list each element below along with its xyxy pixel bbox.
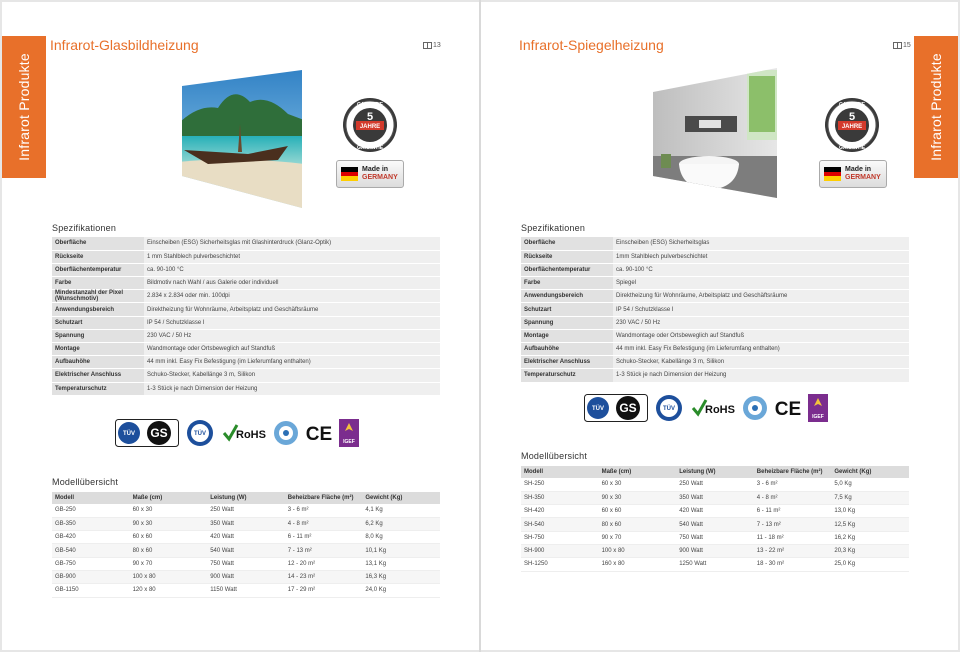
spec-row [521,369,909,382]
model-cell: GB-540 [52,544,130,557]
model-cell: 250 Watt [207,504,285,517]
model-column-header: Beheizbare Fläche (m²) [754,466,832,478]
spec-key: Aufbauhöhe [521,343,613,356]
rohs-text: RoHS [705,404,735,416]
book-icon [893,42,902,49]
model-cell: 7 - 13 m² [754,518,832,531]
spec-value: IP 54 / Schutzklasse I [144,316,440,329]
models-table [521,466,909,572]
page-title: Infrarot-Glasbildheizung [50,37,199,53]
section-tab [2,36,46,178]
seal-top-text: GARANTIE [838,102,866,108]
spec-row [521,303,909,316]
spec-key: Rückseite [52,250,144,263]
model-cell: 90 x 70 [599,531,677,544]
gs-text: GS [150,426,168,440]
model-cell: 3 - 6 m² [754,478,832,491]
certification-logos [584,394,828,422]
model-cell: 540 Watt [676,518,754,531]
spec-row [521,250,909,263]
spec-key: Temperaturschutz [521,369,613,382]
tuv-gs-logo [115,419,179,447]
model-cell: SH-420 [521,505,599,518]
spec-table [52,237,440,396]
germany-text: GERMANY [845,174,881,181]
model-cell: 60 x 30 [599,478,677,491]
table-row [521,544,909,557]
model-cell: GB-420 [52,531,130,544]
spec-value: 1 mm Stahlblech pulverbeschichtet [144,250,440,263]
model-cell: GB-1150 [52,584,130,597]
spec-key: Schutzart [52,316,144,329]
tuv-gs-logo [584,394,648,422]
model-cell: SH-900 [521,544,599,557]
models-heading: Modellübersicht [521,451,588,461]
model-column-header: Modell [521,466,599,478]
models-heading: Modellübersicht [52,477,119,487]
spec-row [521,277,909,290]
made-in-germany-badge [336,160,404,188]
spec-row [52,277,440,290]
spec-key: Anwendungsbereich [521,290,613,303]
spec-key: Aufbauhöhe [52,356,144,369]
seal-number: 5 [848,111,856,123]
model-cell: 60 x 60 [130,531,208,544]
quality-seal-logo [273,419,299,447]
book-icon [423,42,432,49]
ce-logo [774,394,802,422]
spec-row [521,329,909,342]
ce-logo [305,419,333,447]
spec-value: Spiegel [613,277,909,290]
model-column-header: Gewicht (Kg) [362,492,440,504]
spec-value: 44 mm inkl. Easy Fix Befestigung (im Lieferumfang enthalten) [144,356,440,369]
model-cell: 900 Watt [207,570,285,583]
tuv-text-2: TÜV [194,431,206,437]
ce-text: CE [305,424,333,445]
model-cell: 11 - 18 m² [754,531,832,544]
spec-row [52,329,440,342]
spec-key: Schutzart [521,303,613,316]
spec-value: Einscheiben (ESG) Sicherheitsglas mit Glashinterdruck (Glanz-Optik) [144,237,440,250]
spec-value: 1mm Stahlblech pulverbeschichtet [613,250,909,263]
model-column-header: Gewicht (Kg) [831,466,909,478]
model-cell: 6,2 Kg [362,517,440,530]
model-cell: 1150 Watt [207,584,285,597]
model-cell: 90 x 30 [599,491,677,504]
spec-row [521,356,909,369]
spec-row [52,382,440,395]
model-column-header: Maße (cm) [130,492,208,504]
model-cell: 90 x 70 [130,557,208,570]
table-row [52,504,440,517]
table-row [521,558,909,571]
models-table [52,492,440,598]
table-row [52,517,440,530]
model-cell: 540 Watt [207,544,285,557]
model-column-header: Leistung (W) [207,492,285,504]
model-cell: 3 - 6 m² [285,504,363,517]
page-number-text: 15 [903,42,911,49]
model-cell: 7,5 Kg [831,491,909,504]
model-cell: 250 Watt [676,478,754,491]
model-cell: SH-540 [521,518,599,531]
model-cell: 10,1 Kg [362,544,440,557]
model-cell: 80 x 60 [130,544,208,557]
spec-key: Farbe [52,277,144,290]
page-number [423,42,441,49]
spec-value: 230 VAC / 50 Hz [613,316,909,329]
seal-number: 5 [366,111,374,123]
model-cell: 1250 Watt [676,558,754,571]
spec-key: Farbe [521,277,613,290]
igef-text: IGEF [812,414,824,420]
spec-value: Bildmotiv nach Wahl / aus Galerie oder individuell [144,277,440,290]
spec-row [521,263,909,276]
igef-logo [808,394,828,422]
spec-value: ca. 90-100 °C [144,263,440,276]
spec-value: 44 mm inkl. Easy Fix Befestigung (im Lieferumfang enthalten) [613,343,909,356]
model-cell: 17 - 29 m² [285,584,363,597]
spec-key: Oberfläche [521,237,613,250]
spec-row [521,290,909,303]
model-cell: 100 x 80 [130,570,208,583]
model-cell: 25,0 Kg [831,558,909,571]
certification-logos [115,419,359,447]
spec-key: Oberflächentemperatur [521,263,613,276]
igef-text: IGEF [343,439,355,445]
spec-value: 2.834 x 2.834 oder min. 100dpi [144,290,440,303]
spec-value: ca. 90-100 °C [613,263,909,276]
model-cell: 16,3 Kg [362,570,440,583]
model-column-header: Beheizbare Fläche (m²) [285,492,363,504]
tuv-text: TÜV [123,431,135,437]
mirror-heater-image [651,64,779,198]
table-row [521,518,909,531]
rohs-logo [690,394,736,422]
made-in-text: Made in [845,166,872,173]
tuv-text-2: TÜV [663,406,675,412]
model-cell: SH-250 [521,478,599,491]
model-cell: 14 - 23 m² [285,570,363,583]
model-cell: 80 x 60 [599,518,677,531]
model-cell: 4 - 8 m² [754,491,832,504]
spec-row [52,356,440,369]
model-cell: 100 x 80 [599,544,677,557]
model-cell: 900 Watt [676,544,754,557]
left-page [2,2,479,650]
table-row [521,505,909,518]
model-cell: 8,0 Kg [362,531,440,544]
model-cell: 6 - 11 m² [754,505,832,518]
seal-bottom-text: GARANTIE [838,145,866,151]
germany-flag-icon [341,167,358,181]
spec-key: Montage [521,329,613,342]
warranty-seal [342,97,398,153]
table-row [52,570,440,583]
spec-value: Direktheizung für Wohnräume, Arbeitsplatz und Geschäftsräume [144,303,440,316]
seal-unit: JAHRE [841,124,863,130]
spec-key: Elektrischer Anschluss [52,369,144,382]
table-row [521,478,909,491]
page-number [893,42,911,49]
page-number-text: 13 [433,42,441,49]
spec-key: Oberflächentemperatur [52,263,144,276]
spec-row [521,316,909,329]
seal-top-text: GARANTIE [356,102,384,108]
model-cell: 13,0 Kg [831,505,909,518]
spec-value: 230 VAC / 50 Hz [144,329,440,342]
model-cell: 750 Watt [207,557,285,570]
spec-row [52,250,440,263]
spec-value: Wandmontage oder Ortsbeweglich auf Standfuß [613,329,909,342]
tuv-logo [654,394,684,422]
model-cell: 350 Watt [676,491,754,504]
made-in-germany-badge [819,160,887,188]
spec-value: Schuko-Stecker, Kabellänge 3 m, Silikon [613,356,909,369]
table-row [52,544,440,557]
spec-heading: Spezifikationen [521,223,586,233]
spec-row [52,369,440,382]
model-cell: 420 Watt [676,505,754,518]
spec-key: Montage [52,343,144,356]
spec-key: Oberfläche [52,237,144,250]
model-cell: GB-250 [52,504,130,517]
model-cell: GB-900 [52,570,130,583]
model-cell: 60 x 60 [599,505,677,518]
spec-row [52,303,440,316]
rohs-logo [221,419,267,447]
spec-heading: Spezifikationen [52,223,117,233]
model-cell: 5,0 Kg [831,478,909,491]
model-cell: 120 x 80 [130,584,208,597]
model-cell: 350 Watt [207,517,285,530]
spec-row [521,237,909,250]
model-cell: 13,1 Kg [362,557,440,570]
model-cell: 60 x 30 [130,504,208,517]
table-row [52,584,440,597]
model-column-header: Maße (cm) [599,466,677,478]
spec-value: 1-3 Stück je nach Dimension der Heizung [144,382,440,395]
table-row [521,491,909,504]
spec-value: Direktheizung für Wohnräume, Arbeitsplatz und Geschäftsräume [613,290,909,303]
spec-key: Mindestanzahl der Pixel (Wunschmotiv) [52,290,144,303]
section-tab-label: Infrarot Produkte [16,53,32,161]
model-cell: 24,0 Kg [362,584,440,597]
spec-row [52,237,440,250]
table-row [52,531,440,544]
section-tab-label: Infrarot Produkte [928,53,944,161]
model-column-header: Leistung (W) [676,466,754,478]
spec-row [52,343,440,356]
seal-unit: JAHRE [359,124,381,130]
model-cell: 4 - 8 m² [285,517,363,530]
model-cell: 12,5 Kg [831,518,909,531]
model-cell: GB-350 [52,517,130,530]
spec-key: Spannung [521,316,613,329]
spec-row [52,316,440,329]
spec-value: Wandmontage oder Ortsbeweglich auf Standfuß [144,343,440,356]
igef-logo [339,419,359,447]
spec-key: Rückseite [521,250,613,263]
model-cell: SH-750 [521,531,599,544]
model-cell: 7 - 13 m² [285,544,363,557]
model-cell: 420 Watt [207,531,285,544]
glass-heater-image [178,64,304,208]
spec-value: Schuko-Stecker, Kabellänge 3 m, Silikon [144,369,440,382]
table-row [52,557,440,570]
model-cell: 18 - 30 m² [754,558,832,571]
model-cell: SH-350 [521,491,599,504]
tuv-text: TÜV [592,406,604,412]
model-cell: 20,3 Kg [831,544,909,557]
spec-key: Temperaturschutz [52,382,144,395]
warranty-seal [824,97,880,153]
spec-key: Anwendungsbereich [52,303,144,316]
section-tab [914,36,958,178]
germany-flag-icon [824,167,841,181]
model-cell: 6 - 11 m² [285,531,363,544]
model-cell: 4,1 Kg [362,504,440,517]
gs-text: GS [619,401,637,415]
quality-seal-logo [742,394,768,422]
spec-row [52,263,440,276]
seal-bottom-text: GARANTIE [356,145,384,151]
spec-value: 1-3 Stück je nach Dimension der Heizung [613,369,909,382]
model-cell: 16,2 Kg [831,531,909,544]
model-cell: 160 x 80 [599,558,677,571]
spec-value: IP 54 / Schutzklasse I [613,303,909,316]
model-cell: SH-1250 [521,558,599,571]
right-page [481,2,958,650]
table-row [521,531,909,544]
made-in-text: Made in [362,166,389,173]
model-column-header: Modell [52,492,130,504]
spec-value: Einscheiben (ESG) Sicherheitsglas [613,237,909,250]
model-cell: 750 Watt [676,531,754,544]
rohs-text: RoHS [236,429,266,441]
model-cell: GB-750 [52,557,130,570]
tuv-logo [185,419,215,447]
spec-table [521,237,909,383]
spec-row [521,343,909,356]
model-cell: 13 - 22 m² [754,544,832,557]
model-cell: 90 x 30 [130,517,208,530]
germany-text: GERMANY [362,174,398,181]
model-cell: 12 - 20 m² [285,557,363,570]
ce-text: CE [774,399,802,420]
spec-key: Spannung [52,329,144,342]
spec-key: Elektrischer Anschluss [521,356,613,369]
spec-row [52,290,440,303]
page-title: Infrarot-Spiegelheizung [519,37,664,53]
